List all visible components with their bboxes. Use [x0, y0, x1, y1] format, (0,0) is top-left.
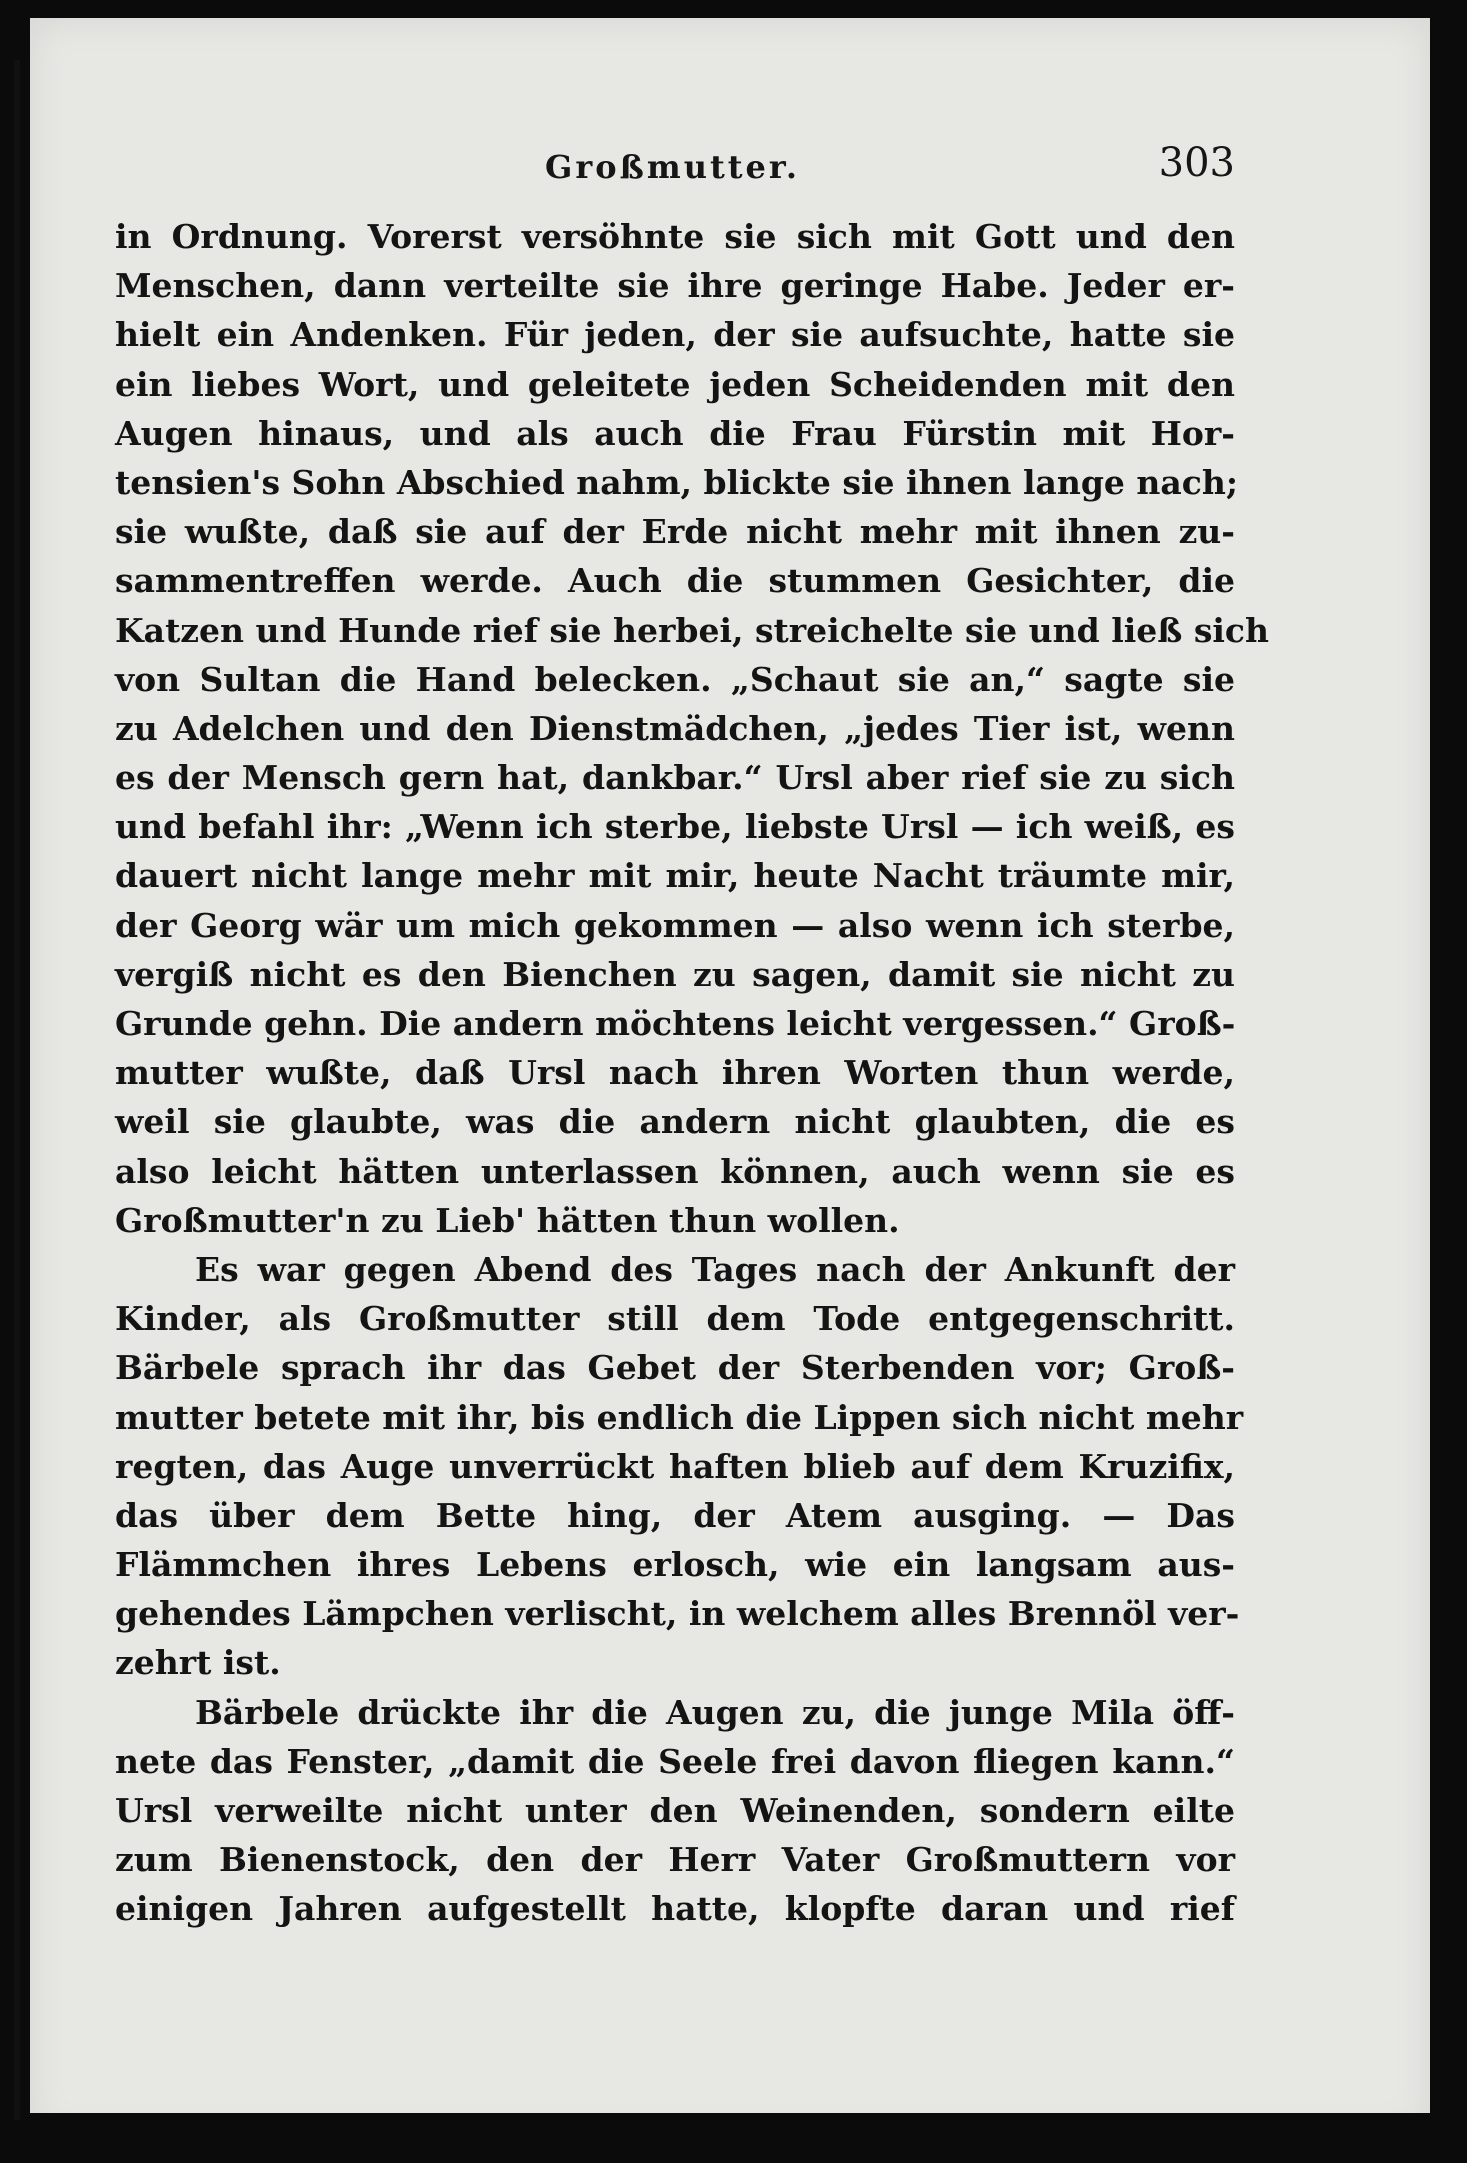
page-left-edge-shadow	[14, 60, 20, 2120]
text-line: einigen Jahren aufgestellt hatte, klopfte daran und rief	[115, 1889, 1235, 1929]
running-head	[115, 140, 1235, 190]
text-line: in Ordnung. Vorerst versöhnte sie sich mit Gott und den	[115, 217, 1235, 256]
paragraph-start-line: Bärbele drückte ihr die Augen zu, die junge Mila öff-	[195, 1692, 1235, 1732]
text-line: nete das Fenster, „damit die Seele frei davon fliegen kann.“	[115, 1741, 1235, 1781]
page-number: 303	[1158, 140, 1235, 186]
text-line: das über dem Bette hing, der Atem ausging. — Das	[115, 1495, 1235, 1535]
text-line: Flämmchen ihres Lebens erlosch, wie ein langsam aus-	[115, 1545, 1235, 1585]
text-line: also leicht hätten unterlassen können, auch wenn sie es	[115, 1151, 1235, 1191]
text-line: regten, das Auge unverrückt haften blieb auf dem Kruzifix,	[115, 1446, 1235, 1486]
text-line: zu Adelchen und den Dienstmädchen, „jedes Tier ist, wenn	[115, 708, 1235, 748]
paragraph-start-line: Es war gegen Abend des Tages nach der Ankunft der	[195, 1249, 1235, 1289]
text-line: sammentreffen werde. Auch die stummen Gesichter, die	[115, 561, 1235, 601]
text-line: und befahl ihr: „Wenn ich sterbe, liebste Ursl — ich weiß, es	[115, 807, 1235, 847]
page-bottom-edge-shadow	[30, 2113, 1467, 2163]
running-head-title: Großmutter.	[545, 148, 800, 186]
text-line: der Georg wär um mich gekommen — also wenn ich sterbe,	[115, 905, 1235, 945]
text-line: dauert nicht lange mehr mit mir, heute Nacht träumte mir,	[115, 856, 1235, 896]
text-line: Ursl verweilte nicht unter den Weinenden, sondern eilte	[115, 1791, 1235, 1830]
text-line: tensien's Sohn Abschied nahm, blickte sie ihnen lange nach;	[115, 462, 1239, 502]
paragraph-end-line: zehrt ist.	[115, 1643, 281, 1683]
text-line: hielt ein Andenken. Für jeden, der sie aufsuchte, hatte sie	[115, 315, 1235, 355]
text-line: mutter wußte, daß Ursl nach ihren Worten thun werde,	[115, 1053, 1235, 1093]
text-line: gehendes Lämpchen verlischt, in welchem alles Brennöl ver-	[115, 1594, 1240, 1634]
text-line: Augen hinaus, und als auch die Frau Fürstin mit Hor-	[115, 413, 1235, 453]
text-line: Menschen, dann verteilte sie ihre geringe Habe. Jeder er-	[115, 266, 1235, 306]
text-line: ein liebes Wort, und geleitete jeden Scheidenden mit den	[115, 364, 1235, 404]
text-line: weil sie glaubte, was die andern nicht glaubten, die es	[115, 1102, 1235, 1142]
text-line: Katzen und Hunde rief sie herbei, streichelte sie und ließ sich	[115, 610, 1270, 650]
text-line: sie wußte, daß sie auf der Erde nicht mehr mit ihnen zu-	[115, 512, 1235, 552]
text-line: Bärbele sprach ihr das Gebet der Sterbenden vor; Groß-	[115, 1348, 1235, 1388]
text-line: mutter betete mit ihr, bis endlich die Lippen sich nicht mehr	[115, 1397, 1244, 1437]
text-line: es der Mensch gern hat, dankbar.“ Ursl aber rief sie zu sich	[115, 758, 1235, 798]
text-line: Kinder, als Großmutter still dem Tode entgegenschritt.	[115, 1299, 1235, 1339]
text-line: vergiß nicht es den Bienchen zu sagen, damit sie nicht zu	[115, 954, 1235, 994]
body-text	[115, 212, 1270, 1934]
paragraph-end-line: Großmutter'n zu Lieb' hätten thun wollen.	[115, 1200, 900, 1240]
text-line: zum Bienenstock, den der Herr Vater Großmuttern vor	[115, 1840, 1235, 1880]
text-line: von Sultan die Hand belecken. „Schaut sie an,“ sagte sie	[115, 659, 1235, 699]
text-line: Grunde gehn. Die andern möchtens leicht vergessen.“ Groß-	[115, 1004, 1236, 1043]
